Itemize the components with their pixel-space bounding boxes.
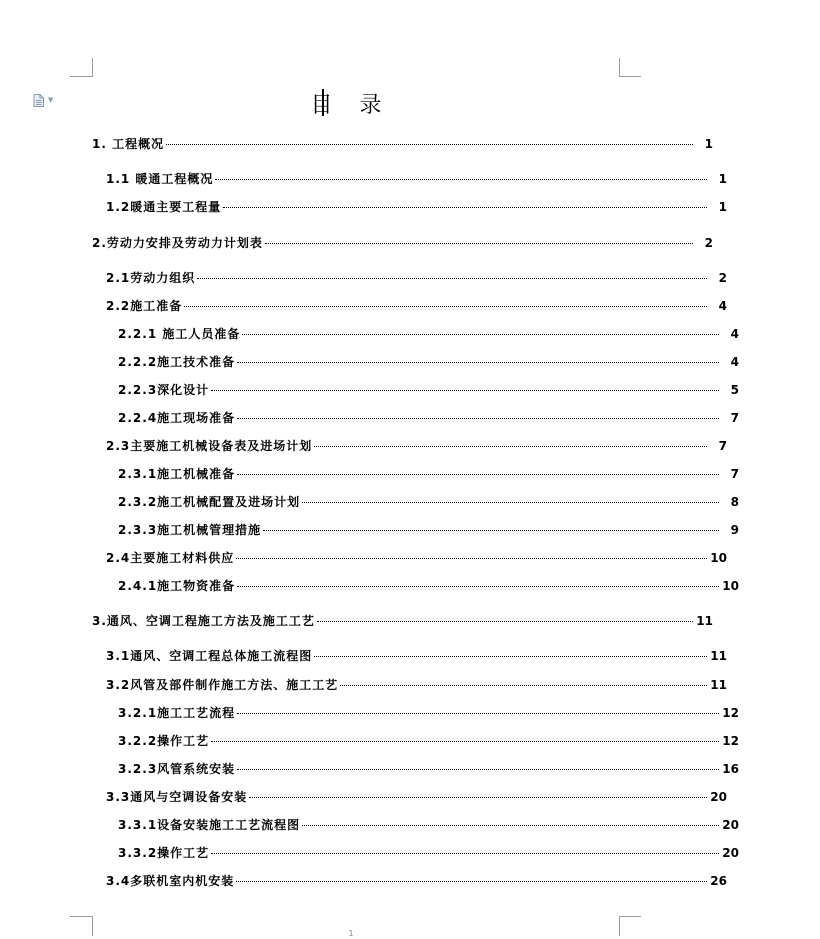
- toc-page-number: 4: [730, 355, 739, 369]
- toc-page-number: 4: [730, 327, 739, 341]
- toc-entry-label: 2.劳动力安排及劳动力计划表: [92, 236, 263, 250]
- chevron-down-icon: ▼: [48, 96, 54, 104]
- toc-entry-label: 3.2.3风管系统安装: [118, 762, 236, 776]
- toc-leader-dots: [314, 446, 707, 447]
- toc-entry-label: 2.4主要施工材料供应: [106, 551, 235, 565]
- toc-entry[interactable]: [0, 465, 820, 483]
- toc-page-number: 2: [704, 236, 713, 250]
- toc-entry-label: 1.2暖通主要工程量: [106, 200, 222, 214]
- toc-entry[interactable]: [0, 577, 820, 595]
- toc-page-number: 20: [722, 846, 739, 860]
- toc-leader-dots: [237, 418, 719, 419]
- toc-entry-label: 2.2.3深化设计: [118, 383, 210, 397]
- toc-leader-dots: [215, 179, 707, 180]
- toc-leader-dots: [340, 685, 707, 686]
- toc-entry[interactable]: [0, 788, 808, 806]
- toc-leader-dots: [223, 207, 707, 208]
- toc-entry-label: 2.3.3施工机械管理措施: [118, 523, 262, 537]
- toc-entry[interactable]: [0, 612, 794, 630]
- toc-entry[interactable]: [0, 816, 820, 834]
- toc-entry-label: 3.3.1设备安装施工工艺流程图: [118, 818, 301, 832]
- toc-entry-label: 2.3主要施工机械设备表及进场计划: [106, 439, 313, 453]
- toc-leader-dots: [302, 502, 719, 503]
- toc-page-number: 8: [730, 495, 739, 509]
- toc-entry-label: 3.2.2操作工艺: [118, 734, 210, 748]
- toc-entry[interactable]: [0, 234, 794, 252]
- toc-entry[interactable]: [0, 198, 808, 216]
- toc-leader-dots: [302, 825, 719, 826]
- toc-page-number: 1: [718, 200, 727, 214]
- toc-page-number: 11: [710, 649, 727, 663]
- toc-leader-dots: [265, 243, 693, 244]
- toc-page-number: 7: [730, 411, 739, 425]
- toc-page-number: 5: [730, 383, 739, 397]
- toc-page-number: 7: [730, 467, 739, 481]
- toc-page-number: 7: [718, 439, 727, 453]
- toc-leader-dots: [236, 558, 707, 559]
- toc-leader-dots: [211, 741, 719, 742]
- toc-leader-dots: [197, 278, 707, 279]
- toc-entry[interactable]: [0, 170, 808, 188]
- toc-page-number: 20: [722, 818, 739, 832]
- toc-entry[interactable]: [0, 732, 820, 750]
- toc-leader-dots: [237, 713, 719, 714]
- toc-leader-dots: [237, 586, 719, 587]
- toc-page-number: 12: [722, 734, 739, 748]
- toc-entry[interactable]: [0, 676, 808, 694]
- toc-entry[interactable]: [0, 297, 808, 315]
- toc-entry-label: 1. 工程概况: [92, 137, 165, 151]
- toc-page-number: 1: [704, 137, 713, 151]
- toc-entry-label: 2.3.2施工机械配置及进场计划: [118, 495, 301, 509]
- toc-entry[interactable]: [0, 704, 820, 722]
- toc-leader-dots: [166, 144, 693, 145]
- toc-leader-dots: [211, 853, 719, 854]
- toc-leader-dots: [237, 362, 719, 363]
- toc-entry-label: 3.1通风、空调工程总体施工流程图: [106, 649, 313, 663]
- toc-entry[interactable]: [0, 844, 820, 862]
- toc-page-number: 2: [718, 271, 727, 285]
- toc-page-number: 26: [710, 874, 727, 888]
- toc-entry[interactable]: [0, 135, 794, 153]
- toc-leader-dots: [237, 474, 719, 475]
- toc-entry-label: 2.2.1 施工人员准备: [118, 327, 241, 341]
- toc-entry-label: 3.2.1施工工艺流程: [118, 706, 236, 720]
- toc-page-number: 16: [722, 762, 739, 776]
- toc-entry[interactable]: [0, 521, 820, 539]
- toc-page-number: 10: [710, 551, 727, 565]
- toc-leader-dots: [249, 797, 707, 798]
- toc-entry[interactable]: [0, 437, 808, 455]
- toc-entry[interactable]: [0, 872, 808, 890]
- toc-entry[interactable]: [0, 647, 808, 665]
- toc-entry-label: 3.2风管及部件制作施工方法、施工工艺: [106, 678, 339, 692]
- toc-entry-label: 3.通风、空调工程施工方法及施工工艺: [92, 614, 315, 628]
- toc-page-number: 4: [718, 299, 727, 313]
- toc-leader-dots: [237, 769, 719, 770]
- toc-entry[interactable]: [0, 269, 808, 287]
- toc-leader-dots: [317, 621, 693, 622]
- toc-entry-label: 3.3.2操作工艺: [118, 846, 210, 860]
- toc-entry-label: 1.1 暖通工程概况: [106, 172, 214, 186]
- toc-leader-dots: [242, 334, 719, 335]
- toc-entry[interactable]: [0, 549, 808, 567]
- toc-page-number: 11: [696, 614, 713, 628]
- toc-entry-label: 2.2.4施工现场准备: [118, 411, 236, 425]
- toc-page-number: 9: [730, 523, 739, 537]
- toc-entry[interactable]: [0, 325, 820, 343]
- toc-entry-label: 2.4.1施工物资准备: [118, 579, 236, 593]
- toc-leader-dots: [314, 656, 707, 657]
- toc-leader-dots: [211, 390, 719, 391]
- toc-entry[interactable]: [0, 353, 820, 371]
- toc-entry[interactable]: [0, 409, 820, 427]
- toc-leader-dots: [236, 881, 707, 882]
- toc-entry-label: 2.1劳动力组织: [106, 271, 196, 285]
- toc-page-number: 10: [722, 579, 739, 593]
- toc-entry[interactable]: [0, 760, 820, 778]
- toc-entry-label: 2.2施工准备: [106, 299, 183, 313]
- toc-entry-label: 2.3.1施工机械准备: [118, 467, 236, 481]
- toc-leader-dots: [184, 306, 707, 307]
- toc-page-number: 11: [710, 678, 727, 692]
- toc-page-number: 12: [722, 706, 739, 720]
- toc-entry-label: 3.3通风与空调设备安装: [106, 790, 248, 804]
- toc-page-number: 1: [718, 172, 727, 186]
- toc-entry-label: 2.2.2施工技术准备: [118, 355, 236, 369]
- toc-entry[interactable]: [0, 381, 820, 399]
- toc-leader-dots: [263, 530, 719, 531]
- page-number: 1: [348, 929, 354, 938]
- toc-page-number: 20: [710, 790, 727, 804]
- page-title: 目 录: [310, 93, 392, 118]
- toc-entry-label: 3.4多联机室内机安装: [106, 874, 235, 888]
- toc-entry[interactable]: [0, 493, 820, 511]
